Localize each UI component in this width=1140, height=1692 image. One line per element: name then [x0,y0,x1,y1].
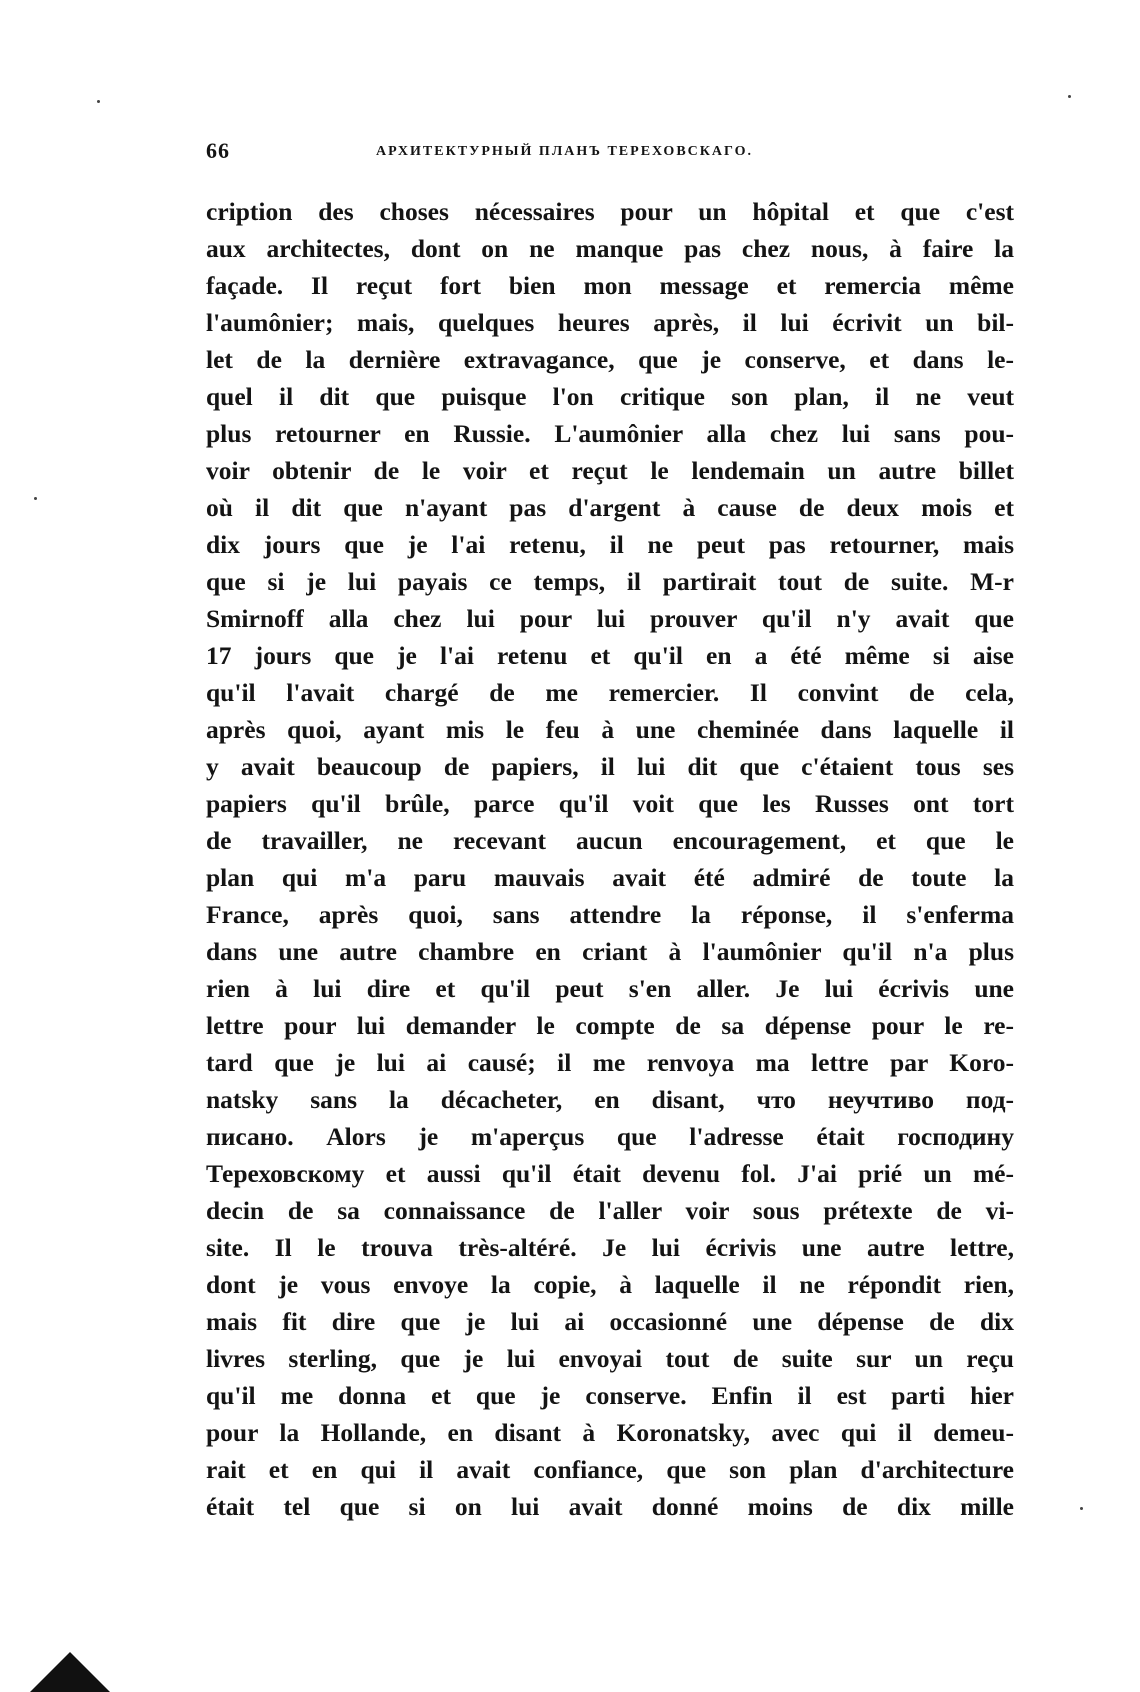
text-line: Тереховскому et aussi qu'il était devenu fol. J'ai prié un mé- [206,1159,1014,1188]
text-line: de travailler, ne recevant aucun encouragement, et que le [206,826,1014,855]
text-line: писано. Alors je m'aperçus que l'adresse était господину [206,1122,1014,1151]
text-line: pour la Hollande, en disant à Koronatsky, avec qui il demeu- [206,1418,1014,1447]
running-title: АРХИТЕКТУРНЫЙ ПЛАНЪ ТЕРЕХОВСКАГО. [376,144,753,159]
scan-speck [34,497,37,500]
body-text [206,193,1014,1525]
scan-speck [97,100,100,103]
text-line: dans une autre chambre en criant à l'aumônier qu'il n'a plus [206,937,1014,966]
text-line: après quoi, ayant mis le feu à une cheminée dans laquelle il [206,715,1014,744]
text-line: mais fit dire que je lui ai occasionné une dépense de dix [206,1307,1014,1336]
text-line: tard que je lui ai causé; il me renvoya ma lettre par Koro- [206,1048,1014,1077]
text-line: aux architectes, dont on ne manque pas chez nous, à faire la [206,234,1014,263]
text-line: qu'il l'avait chargé de me remercier. Il convint de cela, [206,678,1014,707]
text-line: decin de sa connaissance de l'aller voir sous prétexte de vi- [206,1196,1014,1225]
text-line: site. Il le trouva très-altéré. Je lui écrivis une autre lettre, [206,1233,1014,1262]
text-line: natsky sans la décacheter, en disant, что неучтиво под- [206,1085,1014,1114]
text-line: qu'il me donna et que je conserve. Enfin il est parti hier [206,1381,1014,1410]
text-line: y avait beaucoup de papiers, il lui dit que c'étaient tous ses [206,752,1014,781]
text-line: voir obtenir de le voir et reçut le lendemain un autre billet [206,456,1014,485]
text-line: dont je vous envoye la copie, à laquelle il ne répondit rien, [206,1270,1014,1299]
text-line: rait et en qui il avait confiance, que son plan d'architecture [206,1455,1014,1484]
running-head [206,138,1014,168]
text-line: plan qui m'a paru mauvais avait été admiré de toute la [206,863,1014,892]
text-line: papiers qu'il brûle, parce qu'il voit que les Russes ont tort [206,789,1014,818]
text-line: plus retourner en Russie. L'aumônier alla chez lui sans pou- [206,419,1014,448]
text-line: Smirnoff alla chez lui pour lui prouver qu'il n'y avait que [206,604,1014,633]
text-line: livres sterling, que je lui envoyai tout de suite sur un reçu [206,1344,1014,1373]
text-line: façade. Il reçut fort bien mon message et remercia même [206,271,1014,300]
text-line: rien à lui dire et qu'il peut s'en aller. Je lui écrivis une [206,974,1014,1003]
text-line: France, après quoi, sans attendre la réponse, il s'enferma [206,900,1014,929]
scan-smudge [30,1652,110,1692]
text-line: cription des choses nécessaires pour un hôpital et que c'est [206,197,1014,226]
scan-speck [1080,1507,1083,1510]
page-number: 66 [206,138,230,163]
scan-speck [1068,95,1071,98]
text-line: que si je lui payais ce temps, il partirait tout de suite. M-r [206,567,1014,596]
text-line: l'aumônier; mais, quelques heures après, il lui écrivit un bil- [206,308,1014,337]
text-line: était tel que si on lui avait donné moins de dix mille [206,1492,1014,1521]
text-line: 17 jours que je l'ai retenu et qu'il en a été même si aise [206,641,1014,670]
text-line: quel il dit que puisque l'on critique son plan, il ne veut [206,382,1014,411]
text-line: let de la dernière extravagance, que je conserve, et dans le- [206,345,1014,374]
text-line: où il dit que n'ayant pas d'argent à cause de deux mois et [206,493,1014,522]
text-line: lettre pour lui demander le compte de sa dépense pour le re- [206,1011,1014,1040]
text-line: dix jours que je l'ai retenu, il ne peut pas retourner, mais [206,530,1014,559]
